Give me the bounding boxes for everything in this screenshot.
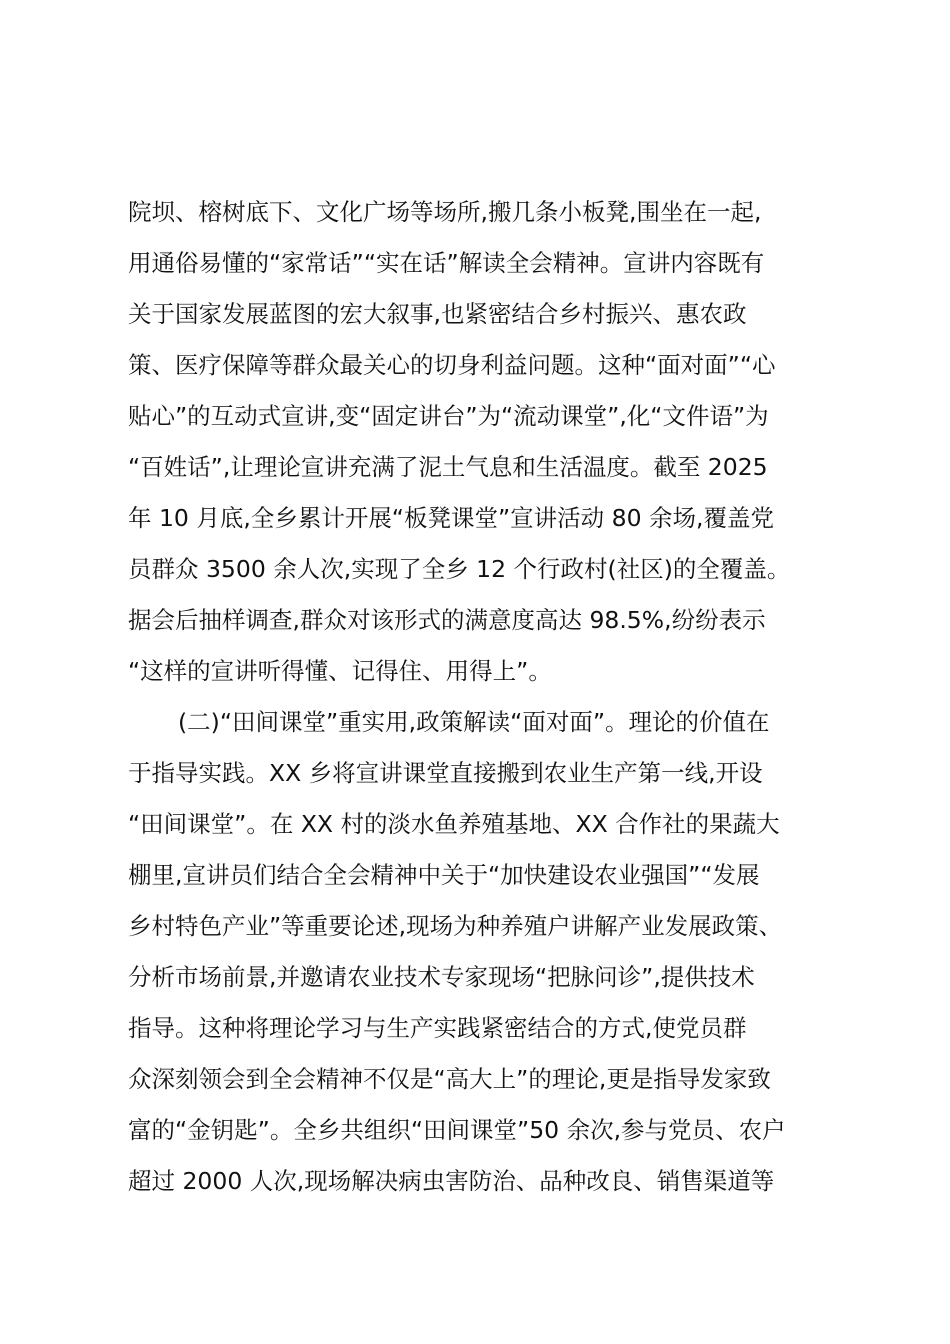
text-line: 用通俗易懂的“家常话”“实在话”解读全会精神。宣讲内容既有 xyxy=(128,249,765,277)
text-line: 贴心”的互动式宣讲,变“固定讲台”为“流动课堂”,化“文件语”为 xyxy=(128,402,769,430)
text-line: 众深刻领会到全会精神不仅是“高大上”的理论,更是指导发家致 xyxy=(128,1065,771,1093)
text-line: “这样的宣讲听得懂、记得住、用得上”。 xyxy=(128,657,552,685)
text-line: 于指导实践。XX 乡将宣讲课堂直接搬到农业生产第一线,开设 xyxy=(128,759,763,787)
text-line: 分析市场前景,并邀请农业技术专家现场“把脉问诊”,提供技术 xyxy=(128,963,755,991)
text-line: 棚里,宣讲员们结合全会精神中关于“加快建设农业强国”“发展 xyxy=(128,861,760,889)
text-line: 策、医疗保障等群众最关心的切身利益问题。这种“面对面”“心 xyxy=(128,351,776,379)
text-line: “田间课堂”。在 XX 村的淡水鱼养殖基地、XX 合作社的果蔬大 xyxy=(128,810,780,838)
text-line: 据会后抽样调查,群众对该形式的满意度高达 98.5%,纷纷表示 xyxy=(128,606,766,634)
text-line: 富的“金钥匙”。全乡共组织“田间课堂”50 余次,参与党员、农户 xyxy=(128,1116,786,1144)
text-line: 乡村特色产业”等重要论述,现场为种养殖户讲解产业发展政策、 xyxy=(128,912,783,940)
text-line: “百姓话”,让理论宣讲充满了泥土气息和生活温度。截至 2025 xyxy=(128,453,768,481)
text-line: 超过 2000 人次,现场解决病虫害防治、品种改良、销售渠道等 xyxy=(128,1167,775,1195)
text-line: 指导。这种将理论学习与生产实践紧密结合的方式,使党员群 xyxy=(128,1014,747,1042)
section-heading-line: (二)“田间课堂”重实用,政策解读“面对面”。理论的价值在 xyxy=(178,708,770,736)
text-line: 员群众 3500 余人次,实现了全乡 12 个行政村(社区)的全覆盖。 xyxy=(128,555,791,583)
text-line: 院坝、榕树底下、文化广场等场所,搬几条小板凳,围坐在一起, xyxy=(128,198,762,226)
text-line: 关于国家发展蓝图的宏大叙事,也紧密结合乡村振兴、惠农政 xyxy=(128,300,747,328)
body-text xyxy=(128,187,828,1207)
text-line: 年 10 月底,全乡累计开展“板凳课堂”宣讲活动 80 余场,覆盖党 xyxy=(128,504,774,532)
